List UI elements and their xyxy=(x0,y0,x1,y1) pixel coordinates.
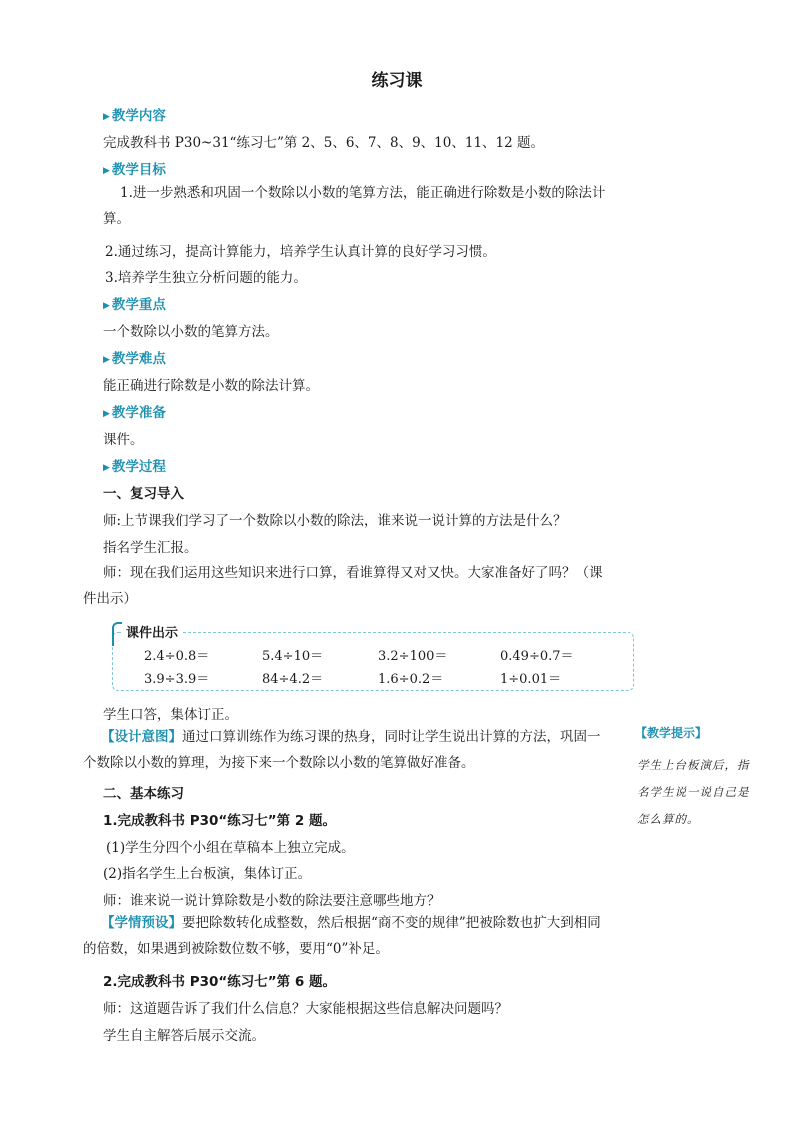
triangle-bullet-icon: ▶ xyxy=(103,409,110,419)
process-p1: 师:上节课我们学习了一个数除以小数的除法，谁来说一说计算的方法是什么？ xyxy=(103,513,567,529)
heading-difficulty: ▶ 教学难点 xyxy=(103,351,166,367)
ex1-b: (2)指名学生上台板演，集体订正。 xyxy=(103,866,312,882)
part2-title: 二、基本练习 xyxy=(103,786,184,802)
teaching-tip-text: 学生上台板演后，指名学生说一说自己是怎么算的。 xyxy=(637,758,750,826)
preset: 【学情预设】要把除数转化成整数，然后根据“商不变的规律”把被除数也扩大到相同的倍数，如果遇到被除数位数不够，要用“0”补足。 xyxy=(83,915,601,957)
heading-key: ▶ 教学重点 xyxy=(103,297,166,313)
ex2-a: 师：这道题告诉了我们什么信息？大家能根据这些信息解决问题吗？ xyxy=(103,1001,508,1017)
goal-item-1: 1.进一步熟悉和巩固一个数除以小数的笔算方法，能正确进行除数是小数的除法计算。 xyxy=(103,185,606,227)
courseware-label: 课件出示 xyxy=(122,622,182,641)
formula-r1c2: 5.4÷10＝ xyxy=(262,649,324,664)
part1-title: 一、复习导入 xyxy=(103,486,184,502)
difficulty-text: 能正确进行除数是小数的除法计算。 xyxy=(103,378,319,394)
process-p4: 学生口答，集体订正。 xyxy=(103,707,238,723)
formula-r2c4: 1÷0.01＝ xyxy=(500,672,562,687)
formula-r2c1: 3.9÷3.9＝ xyxy=(144,672,210,687)
preset-tag: 【学情预设】 xyxy=(101,915,182,931)
formula-r1c3: 3.2÷100＝ xyxy=(378,649,448,664)
ex1-c: 师：谁来说一说计算除数是小数的除法要注意哪些地方？ xyxy=(103,893,441,909)
goal-item-2: 2.通过练习，提高计算能力，培养学生认真计算的良好学习习惯。 xyxy=(105,244,496,260)
triangle-bullet-icon: ▶ xyxy=(103,166,110,176)
process-p2: 指名学生汇报。 xyxy=(103,540,198,556)
triangle-bullet-icon: ▶ xyxy=(103,355,110,365)
ex1-title: 1.完成教科书 P30“练习七”第 2 题。 xyxy=(103,813,336,829)
heading-prep: ▶ 教学准备 xyxy=(103,405,166,421)
teaching-tip-title: 【教学提示】 xyxy=(635,726,708,740)
heading-process: ▶ 教学过程 xyxy=(103,459,166,475)
design-tag: 【设计意图】 xyxy=(101,729,182,745)
heading-goals: ▶ 教学目标 xyxy=(103,162,166,178)
goal-item-3: 3.培养学生独立分析问题的能力。 xyxy=(105,270,307,286)
ex2-title: 2.完成教科书 P30“练习七”第 6 题。 xyxy=(103,974,336,990)
triangle-bullet-icon: ▶ xyxy=(103,301,110,311)
process-p3: 师：现在我们运用这些知识来进行口算，看谁算得又对又快。大家准备好了吗？（课件出示） xyxy=(83,565,603,607)
ex2-b: 学生自主解答后展示交流。 xyxy=(103,1028,265,1044)
formula-r2c3: 1.6÷0.2＝ xyxy=(378,672,444,687)
formula-r1c1: 2.4÷0.8＝ xyxy=(144,649,210,664)
ex1-a: (1)学生分四个小组在草稿本上独立完成。 xyxy=(106,840,355,856)
design-intent: 【设计意图】通过口算训练作为练习课的热身，同时让学生说出计算的方法，巩固一个数除以小数的算理，为接下来一个数除以小数的笔算做好准备。 xyxy=(83,729,601,771)
formula-r2c2: 84÷4.2＝ xyxy=(262,672,324,687)
heading-content: ▶ 教学内容 xyxy=(103,108,166,124)
prep-text: 课件。 xyxy=(103,432,144,448)
triangle-bullet-icon: ▶ xyxy=(103,112,110,122)
key-text: 一个数除以小数的笔算方法。 xyxy=(103,324,279,340)
formula-r1c4: 0.49÷0.7＝ xyxy=(500,649,574,664)
content-text: 完成教科书 P30~31“练习七”第 2、5、6、7、8、9、10、11、12 题。 xyxy=(103,135,544,151)
page-title: 练习课 xyxy=(371,71,423,91)
triangle-bullet-icon: ▶ xyxy=(103,463,110,473)
